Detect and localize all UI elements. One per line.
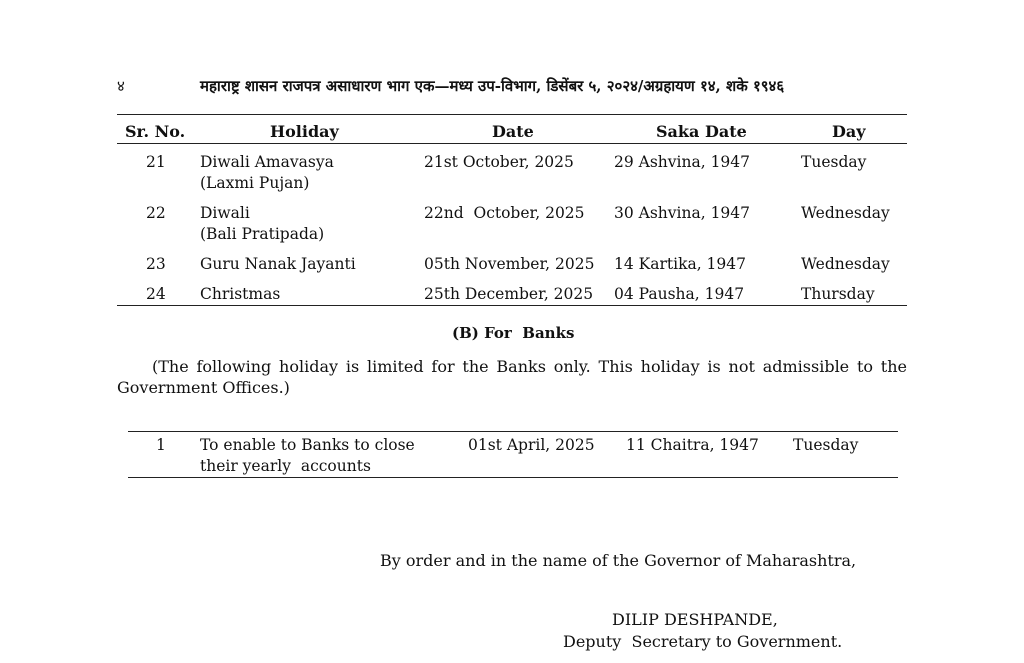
section-b-heading: (B) For Banks — [452, 324, 575, 342]
row-day: Tuesday — [793, 436, 859, 454]
row-holiday: Guru Nanak Jayanti — [200, 255, 356, 273]
row-saka-date: 11 Chaitra, 1947 — [626, 436, 759, 454]
row-day: Thursday — [801, 285, 875, 303]
signatory-name: DILIP DESHPANDE, — [612, 610, 778, 629]
col-header-saka-date: Saka Date — [656, 122, 747, 141]
row-holiday: Diwali Amavasya — [200, 153, 334, 171]
row-sr-no: 23 — [146, 255, 166, 273]
row-date: 25th December, 2025 — [424, 285, 594, 303]
table-top-rule — [117, 114, 907, 115]
section-b-note: (The following holiday is limited for the Banks only. This holiday is not admissible to the Government Offices.) — [117, 357, 907, 397]
table-header-rule — [117, 143, 907, 144]
bank-table-top-rule — [128, 431, 898, 432]
row-date: 21st October, 2025 — [424, 153, 574, 171]
row-holiday-note: (Laxmi Pujan) — [200, 174, 310, 192]
row-saka-date: 30 Ashvina, 1947 — [614, 204, 751, 222]
row-sr-no: 22 — [146, 204, 166, 222]
row-day: Wednesday — [801, 255, 890, 273]
bank-table-bottom-rule — [128, 477, 898, 478]
row-day: Wednesday — [801, 204, 890, 222]
col-header-date: Date — [492, 122, 534, 141]
row-sr-no: 1 — [156, 436, 166, 454]
row-holiday-note: (Bali Pratipada) — [200, 225, 325, 243]
gazette-header-line: महाराष्ट्र शासन राजपत्र असाधारण भाग एक—मध्य उप-विभाग, डिसेंबर ५, २०२४/अग्रहायण १४, शके १९४६ — [200, 77, 785, 95]
row-sr-no: 24 — [146, 285, 166, 303]
row-saka-date: 04 Pausha, 1947 — [614, 285, 745, 303]
row-date: 22nd October, 2025 — [424, 204, 585, 222]
row-holiday: Christmas — [200, 285, 281, 303]
table-bottom-rule — [117, 305, 907, 306]
row-saka-date: 14 Kartika, 1947 — [614, 255, 746, 273]
row-sr-no: 21 — [146, 153, 166, 171]
row-date: 01st April, 2025 — [468, 436, 595, 454]
row-holiday: Diwali — [200, 204, 250, 222]
page-number: ४ — [117, 77, 125, 95]
col-header-holiday: Holiday — [270, 122, 339, 141]
col-header-day: Day — [832, 122, 866, 141]
row-holiday-note: their yearly accounts — [200, 457, 371, 475]
row-holiday: To enable to Banks to close — [200, 436, 415, 454]
order-line: By order and in the name of the Governor of Maharashtra, — [380, 551, 857, 570]
row-saka-date: 29 Ashvina, 1947 — [614, 153, 751, 171]
row-date: 05th November, 2025 — [424, 255, 595, 273]
col-header-sr-no: Sr. No. — [125, 122, 186, 141]
row-day: Tuesday — [801, 153, 867, 171]
signatory-title: Deputy Secretary to Government. — [563, 632, 843, 651]
